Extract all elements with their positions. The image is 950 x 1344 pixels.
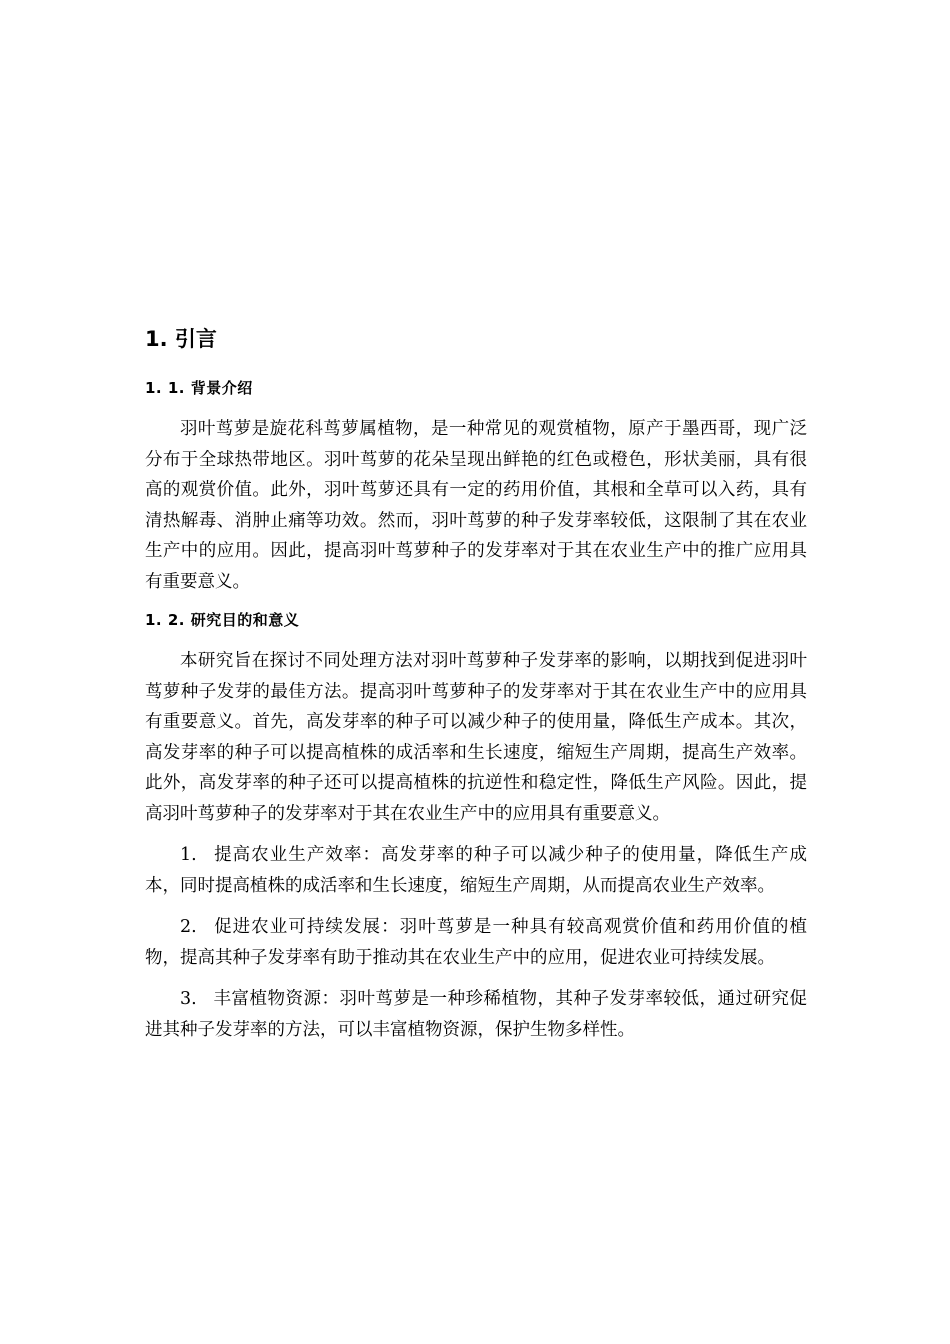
list-item-number: 1.	[180, 845, 197, 865]
list-item	[145, 840, 807, 901]
list-item	[145, 984, 807, 1045]
subsection-heading-background: 1. 1. 背景介绍	[145, 379, 253, 397]
document-body	[145, 322, 807, 1056]
list-item-text: 提高农业生产效率：高发芽率的种子可以减少种子的使用量，降低生产成本，同时提高植株的成活率和生长速度，缩短生产周期，从而提高农业生产效率。	[145, 845, 807, 896]
list-item-text: 促进农业可持续发展：羽叶茑萝是一种具有较高观赏价值和药用价值的植物，提高其种子发芽率有助于推动其在农业生产中的应用，促进农业可持续发展。	[145, 917, 807, 968]
list-item-number: 2.	[180, 917, 197, 937]
list-item-text: 丰富植物资源：羽叶茑萝是一种珍稀植物，其种子发芽率较低，通过研究促进其种子发芽率的方法，可以丰富植物资源，保护生物多样性。	[145, 989, 807, 1040]
background-paragraph: 羽叶茑萝是旋花科茑萝属植物，是一种常见的观赏植物，原产于墨西哥，现广泛分布于全球热带地区。羽叶茑萝的花朵呈现出鲜艳的红色或橙色，形状美丽，具有很高的观赏价值。此外，羽叶茑萝还具有一定的药用价值，其根和全草可以入药，具有清热解毒、消肿止痛等功效。然而，羽叶茑萝的种子发芽率较低，这限制了其在农业生产中的应用。因此，提高羽叶茑萝种子的发芽率对于其在农业生产中的推广应用具有重要意义。	[145, 419, 807, 592]
list-item	[145, 912, 807, 973]
purpose-paragraph: 本研究旨在探讨不同处理方法对羽叶茑萝种子发芽率的影响，以期找到促进羽叶茑萝种子发芽的最佳方法。提高羽叶茑萝种子的发芽率对于其在农业生产中的应用具有重要意义。首先，高发芽率的种子可以减少种子的使用量，降低生产成本。其次，高发芽率的种子可以提高植株的成活率和生长速度，缩短生产周期，提高生产效率。此外，高发芽率的种子还可以提高植株的抗逆性和稳定性，降低生产风险。因此，提高羽叶茑萝种子的发芽率对于其在农业生产中的应用具有重要意义。	[145, 651, 807, 824]
list-item-number: 3.	[180, 989, 197, 1009]
section-heading: 1. 引言	[145, 327, 217, 351]
subsection-heading-purpose: 1. 2. 研究目的和意义	[145, 611, 300, 629]
